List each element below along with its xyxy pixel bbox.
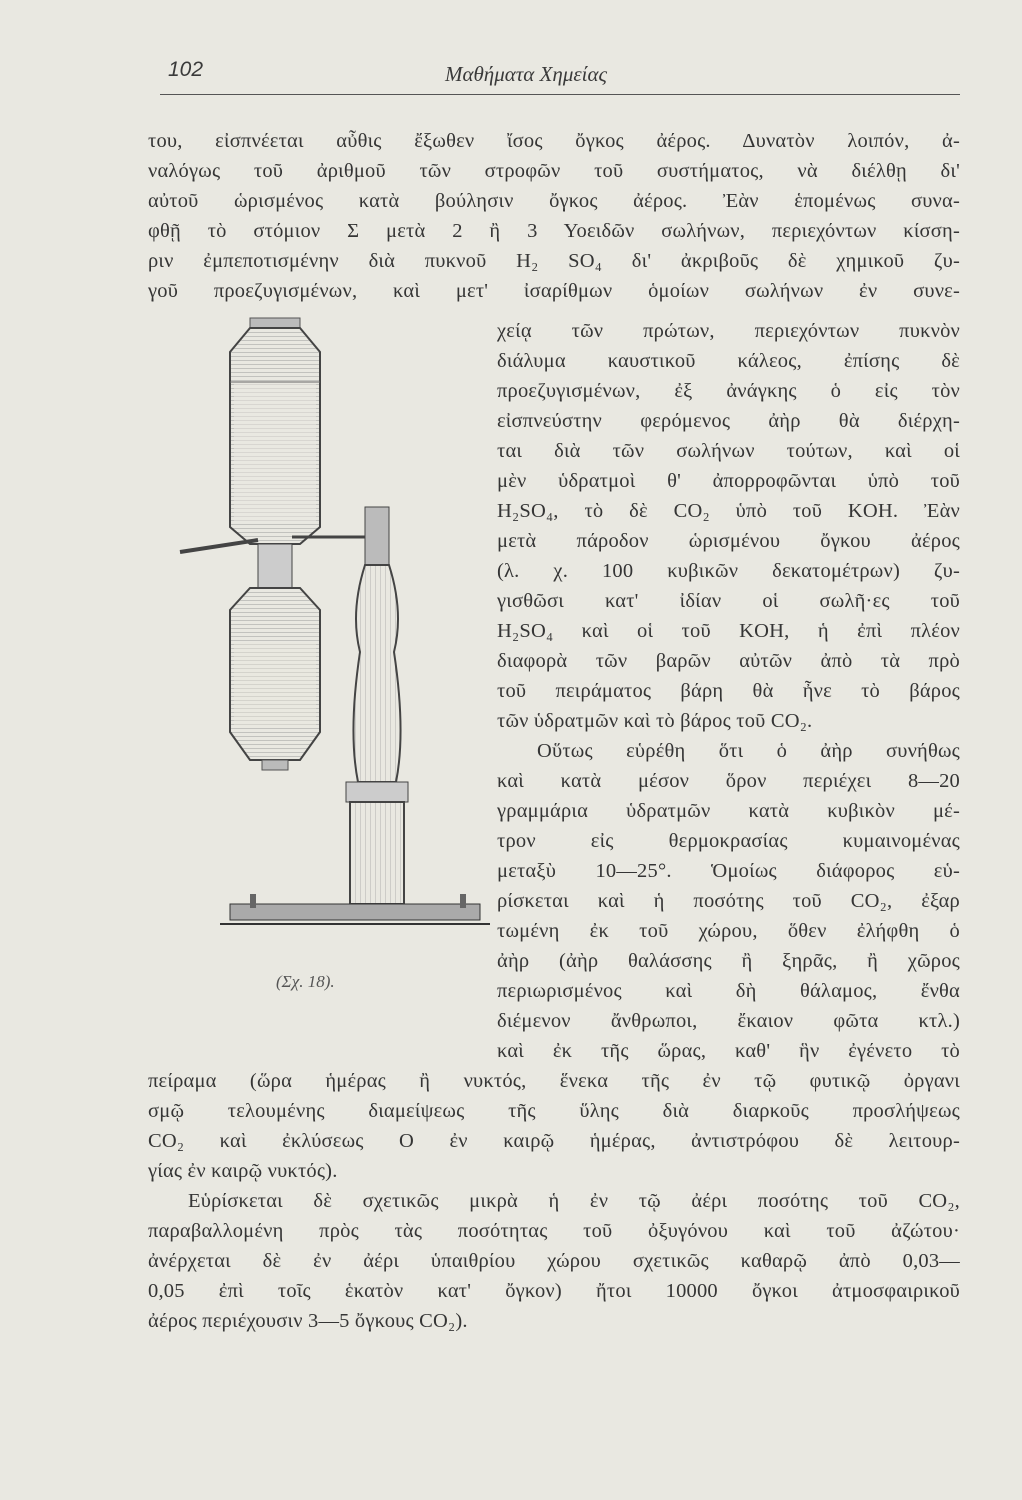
body-line: εἰσπνεύστην φερόμενος ἀὴρ θὰ διέρχη- [497, 410, 960, 432]
body-line: φθῇ τὸ στόμιον Σ μετὰ 2 ἢ 3 Υοειδῶν σωλήνων, περιεχόντων κίσση- [148, 220, 960, 242]
body-line: H₂SO₄, τὸ δὲ CO₂ ὑπὸ τοῦ KOH. Ἐὰν [497, 500, 960, 522]
body-line: τῶν ὑδρατμῶν καὶ τὸ βάρος τοῦ CO₂. [497, 710, 813, 732]
body-line: Εὑρίσκεται δὲ σχετικῶς μικρὰ ἡ ἐν τῷ ἀέρι ποσότης τοῦ CO₂, [188, 1190, 960, 1212]
body-line: τωμένη ἐκ τοῦ χώρου, ὅθεν ἐλήφθη ὁ [497, 920, 960, 942]
body-line: παραβαλλομένη πρὸς τὰς ποσότητας τοῦ ὀξυγόνου καὶ τοῦ ἀζώτου· [148, 1220, 960, 1242]
body-line: Οὕτως εὑρέθη ὅτι ὁ ἀὴρ συνήθως [537, 740, 960, 762]
body-line: ἀὴρ (ἀὴρ θαλάσσης ἢ ξηρᾶς, ἢ χῶρος [497, 950, 960, 972]
body-line: H₂SO₄ καὶ οἱ τοῦ KOH, ἡ ἐπὶ πλέον [497, 620, 960, 642]
body-line: γισθῶσι κατ' ἰδίαν οἱ σωλῆ·ες τοῦ [497, 590, 960, 612]
body-line: (λ. χ. 100 κυβικῶν δεκατομέτρων) ζυ- [497, 560, 960, 582]
body-line: ται διὰ τῶν σωλήνων τούτων, καὶ οἱ [497, 440, 960, 462]
body-line: προεζυγισμένων, ἐξ ἀνάγκης ὁ εἰς τὸν [497, 380, 960, 402]
body-line: ριν ἐμπεποτισμένην διὰ πυκνοῦ H₂ SO₄ δι' ἀκριβοῦς δὲ χημικοῦ ζυ- [148, 250, 960, 272]
body-line: διαφορὰ τῶν βαρῶν αὐτῶν ἀπὸ τὰ πρὸ [497, 650, 960, 672]
body-line: ρίσκεται καὶ ἡ ποσότης τοῦ CO₂, ἐξαρ [497, 890, 960, 912]
body-line: ἀέρος περιέχουσιν 3—5 ὄγκους CO₂). [148, 1310, 468, 1332]
body-line: περιωρισμένος καὶ δὴ θάλαμος, ἔνθα [497, 980, 960, 1002]
body-line: πείραμα (ὥρα ἡμέρας ἢ νυκτός, ἕνεκα τῆς ἐν τῷ φυτικῷ ὀργανι [148, 1070, 960, 1092]
body-line: 0,05 ἐπὶ τοῖς ἑκατὸν κατ' ὄγκον) ἤτοι 10000 ὄγκοι ἀτμοσφαιρικοῦ [148, 1280, 960, 1302]
body-line: γοῦ προεζυγισμένων, καὶ μετ' ἰσαρίθμων ὁμοίων σωλήνων ἐν συνε- [148, 280, 960, 302]
body-line: μετὰ πάροδον ὡρισμένου ὄγκου ἀέρος [497, 530, 960, 552]
body-line: τρον εἰς θερμοκρασίας κυμαινομένας [497, 830, 960, 852]
apparatus-figure [160, 312, 495, 952]
page-number: 102 [168, 58, 204, 81]
figure-caption: (Σχ. 18). [276, 972, 335, 991]
body-line: καὶ κατὰ μέσον ὅρον περιέχει 8—20 [497, 770, 960, 792]
body-line: μεταξὺ 10—25°. Ὁμοίως διάφορος εὑ- [497, 860, 960, 882]
body-line: του, εἰσπνέεται αὖθις ἔξωθεν ἴσος ὄγκος ἀέρος. Δυνατὸν λοιπόν, ἀ- [148, 130, 960, 152]
body-line: γραμμάρια ὑδρατμῶν κατὰ κυβικὸν μέ- [497, 800, 960, 822]
body-line: αὐτοῦ ὡρισμένος κατὰ βούλησιν ὄγκος ἀέρος. Ἐὰν ἑπομένως συνα- [148, 190, 960, 212]
header-rule [160, 94, 960, 95]
body-line: διάλυμα καυστικοῦ κάλεος, ἐπίσης δὲ [497, 350, 960, 372]
body-line: γίας ἐν καιρῷ νυκτός). [148, 1160, 338, 1182]
body-line: καὶ ἐκ τῆς ὥρας, καθ' ἣν ἐγένετο τὸ [497, 1040, 960, 1062]
body-line: σμῷ τελουμένης διαμείψεως τῆς ὕλης διὰ διαρκοῦς προσλήψεως [148, 1100, 960, 1122]
body-line: τοῦ πειράματος βάρη θὰ ἦνε τὸ βάρος [497, 680, 960, 702]
body-line: διέμενον ἄνθρωποι, ἔκαιον φῶτα κτλ.) [497, 1010, 960, 1032]
body-line: CO₂ καὶ ἐκλύσεως O ἐν καιρῷ ἡμέρας, ἀντιστρόφου δὲ λειτουρ- [148, 1130, 960, 1152]
body-line: μὲν ὑδρατμοὶ θ' ἀπορροφῶνται ὑπὸ τοῦ [497, 470, 960, 492]
running-title: Μαθήματα Χημείας [444, 62, 608, 86]
body-line: ἀνέρχεται δὲ ἐν ἀέρι ὑπαιθρίου χώρου σχετικῶς καθαρῷ ἀπὸ 0,03— [148, 1250, 960, 1272]
gas-absorption-apparatus-illustration [160, 312, 495, 952]
body-line: χείᾳ τῶν πρώτων, περιεχόντων πυκνὸν [497, 320, 960, 342]
body-line: ναλόγως τοῦ ἀριθμοῦ τῶν στροφῶν τοῦ συστήματος, νὰ διέλθῃ δι' [148, 160, 960, 182]
